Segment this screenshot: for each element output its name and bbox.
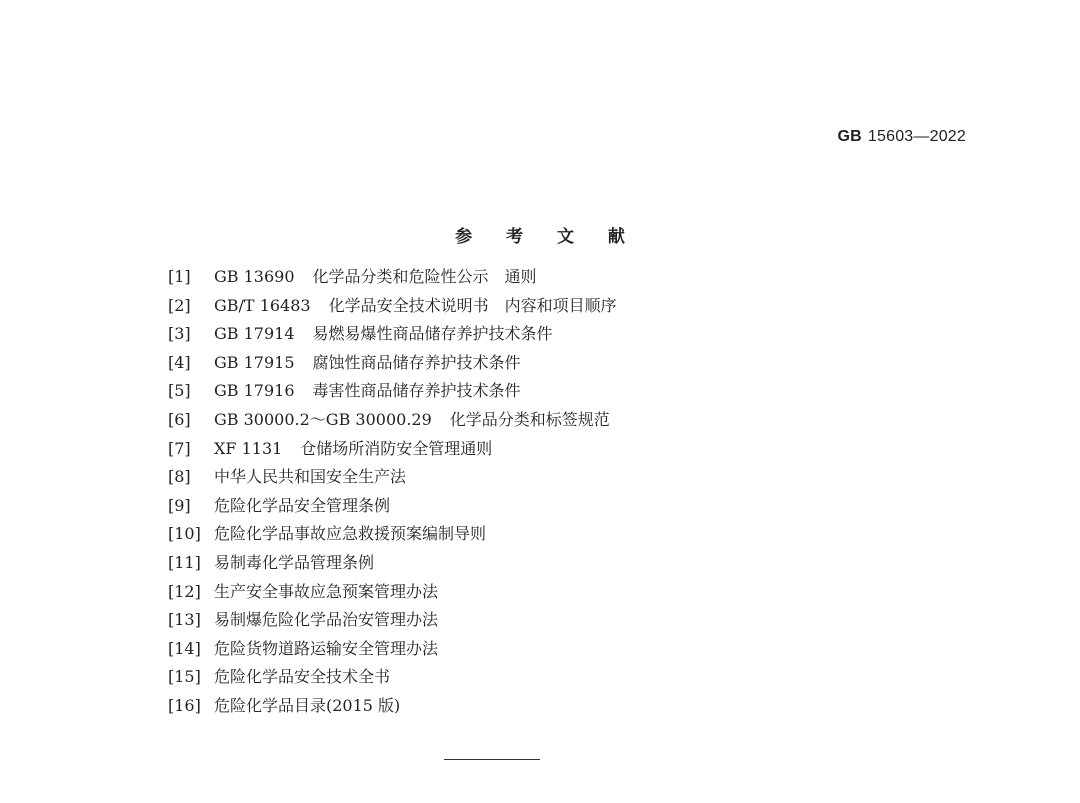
reference-item — [168, 663, 617, 692]
reference-item — [168, 406, 617, 435]
reference-title: 易燃易爆性商品储存养护技术条件 — [312, 324, 553, 344]
reference-number: [11] — [168, 552, 201, 572]
standard-prefix: GB — [837, 128, 862, 145]
standard-code — [838, 128, 967, 146]
reference-item — [168, 349, 617, 378]
reference-item — [168, 377, 617, 406]
reference-code: GB 17916 — [214, 381, 295, 401]
reference-number: [3] — [168, 324, 191, 344]
reference-number: [8] — [168, 467, 191, 487]
reference-item — [168, 606, 617, 635]
reference-title: 毒害性商品储存养护技术条件 — [312, 381, 521, 401]
reference-number: [1] — [168, 267, 191, 286]
reference-title: 危险化学品安全管理条例 — [214, 495, 391, 515]
reference-list — [168, 263, 617, 721]
reference-title: 化学品安全技术说明书 内容和项目顺序 — [328, 295, 617, 315]
reference-item — [168, 578, 617, 607]
reference-number: [15] — [168, 667, 201, 687]
reference-title: 化学品分类和危险性公示 通则 — [312, 267, 537, 286]
reference-title: 易制毒化学品管理条例 — [214, 552, 375, 572]
reference-number: [10] — [168, 524, 201, 544]
reference-number: [4] — [168, 352, 191, 372]
reference-code: GB 30000.2～GB 30000.29 — [214, 409, 432, 429]
reference-item — [168, 292, 617, 321]
reference-number: [16] — [168, 695, 201, 715]
reference-title: 腐蚀性商品储存养护技术条件 — [312, 352, 521, 372]
reference-item — [168, 692, 617, 721]
reference-item — [168, 320, 617, 349]
reference-number: [5] — [168, 381, 191, 401]
reference-code: GB 13690 — [214, 267, 295, 286]
reference-item — [168, 520, 617, 549]
reference-title: 危险化学品安全技术全书 — [214, 667, 391, 687]
reference-item — [168, 463, 617, 492]
reference-title: 生产安全事故应急预案管理办法 — [214, 581, 439, 601]
reference-number: [2] — [168, 295, 191, 315]
reference-code: XF 1131 — [214, 438, 283, 458]
reference-item — [168, 492, 617, 521]
reference-title: 仓储场所消防安全管理通则 — [300, 438, 493, 458]
reference-number: [14] — [168, 638, 201, 658]
reference-item — [168, 263, 617, 292]
section-title: 参 考 文 献 — [455, 227, 639, 247]
reference-title: 危险货物道路运输安全管理办法 — [214, 638, 439, 658]
standard-number: 15603—2022 — [867, 128, 966, 145]
reference-number: [9] — [168, 495, 191, 515]
reference-code: GB 17915 — [214, 352, 295, 372]
reference-number: [13] — [168, 610, 201, 630]
reference-item — [168, 549, 617, 578]
reference-code: GB 17914 — [214, 324, 295, 344]
reference-item — [168, 635, 617, 664]
reference-number: [12] — [168, 581, 201, 601]
bottom-rule — [444, 759, 540, 760]
reference-number: [7] — [168, 438, 191, 458]
reference-item — [168, 435, 617, 464]
reference-number: [6] — [168, 409, 191, 429]
reference-title: 易制爆危险化学品治安管理办法 — [214, 610, 439, 630]
reference-title: 危险化学品事故应急救援预案编制导则 — [214, 524, 487, 544]
reference-code: GB/T 16483 — [214, 295, 311, 315]
reference-title: 危险化学品目录(2015 版) — [214, 695, 401, 715]
reference-title: 中华人民共和国安全生产法 — [214, 467, 407, 487]
reference-title: 化学品分类和标签规范 — [449, 409, 610, 429]
